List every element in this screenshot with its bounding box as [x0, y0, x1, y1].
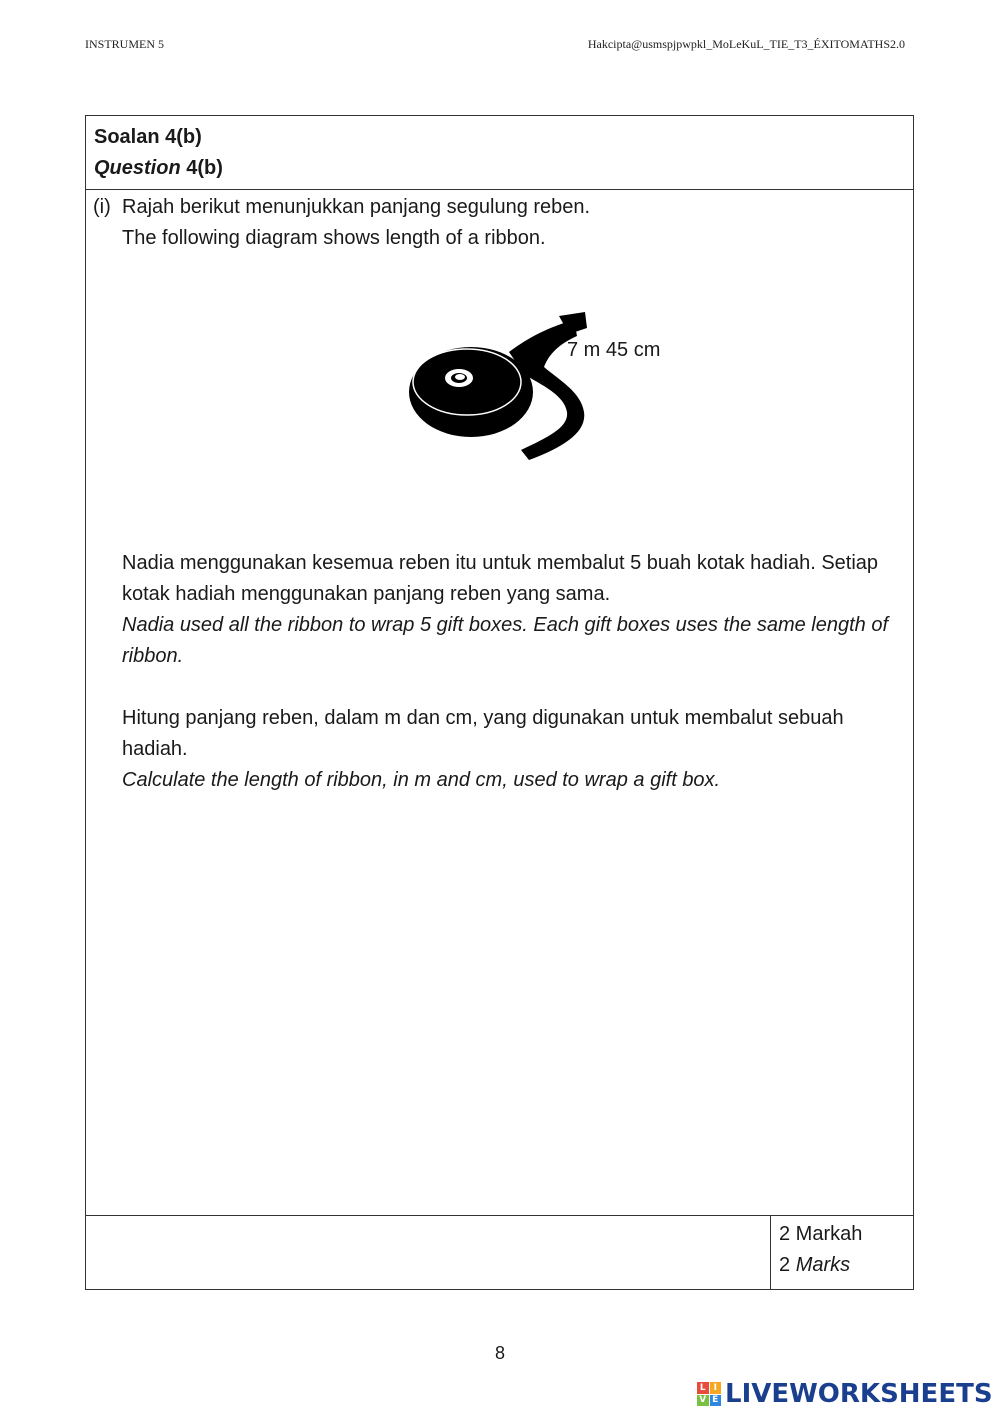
ribbon-roll-diagram [409, 312, 589, 467]
paragraph-2-en: Calculate the length of ribbon, in m and cm, used to wrap a gift box. [122, 769, 721, 791]
header-left: INSTRUMEN 5 [85, 37, 165, 51]
ribbon-roll-hole-inner [455, 374, 465, 380]
intro-ms: Rajah berikut menunjukkan panjang segulung reben. [122, 196, 591, 218]
question-title-en [94, 153, 905, 184]
header-right: Hakcipta@usmspjpwpkl_MoLeKuL_TIE_T3_ÉXITOMATHS2.0 [587, 37, 905, 51]
intro-text [122, 192, 892, 254]
liveworksheets-badge-icon [697, 1382, 721, 1406]
marks-row [86, 1215, 913, 1289]
marks-cell [770, 1216, 913, 1289]
paragraph-2 [122, 703, 892, 796]
badge-letter-e: E [710, 1395, 722, 1407]
question-content [86, 190, 913, 1217]
part-label: (i) [93, 196, 111, 218]
liveworksheets-logo[interactable] [697, 1376, 993, 1412]
question-title-ms: Soalan 4(b) [94, 126, 202, 148]
paragraph-1 [122, 548, 892, 672]
liveworksheets-text: LIVEWORKSHEETS [725, 1379, 993, 1409]
badge-letter-l: L [697, 1382, 709, 1394]
question-box [85, 115, 914, 1290]
marks-en-number: 2 [779, 1254, 791, 1276]
question-title-en-number: 4(b) [180, 157, 223, 179]
marks-en-word: Marks [795, 1254, 851, 1276]
badge-letter-i: I [710, 1382, 722, 1394]
paragraph-1-ms: Nadia menggunakan kesemua reben itu untuk membalut 5 buah kotak hadiah. Setiap kotak hadiah menggunakan panjang reben yang sama. [122, 552, 879, 605]
question-title-cell [86, 116, 913, 190]
intro-en: The following diagram shows length of a ribbon. [122, 227, 546, 249]
marks-ms: 2 Markah [779, 1223, 863, 1245]
ribbon-length-label: 7 m 45 cm [567, 339, 661, 361]
question-title-en-word: Question [94, 157, 181, 179]
marks-en [779, 1250, 905, 1281]
paragraph-1-en: Nadia used all the ribbon to wrap 5 gift boxes. Each gift boxes uses the same length of ribbon. [122, 614, 889, 667]
ribbon-roll-body [409, 347, 533, 437]
badge-letter-v: V [697, 1395, 709, 1407]
paragraph-2-ms: Hitung panjang reben, dalam m dan cm, yang digunakan untuk membalut sebuah hadiah. [122, 707, 844, 760]
page-number: 8 [494, 1343, 505, 1363]
